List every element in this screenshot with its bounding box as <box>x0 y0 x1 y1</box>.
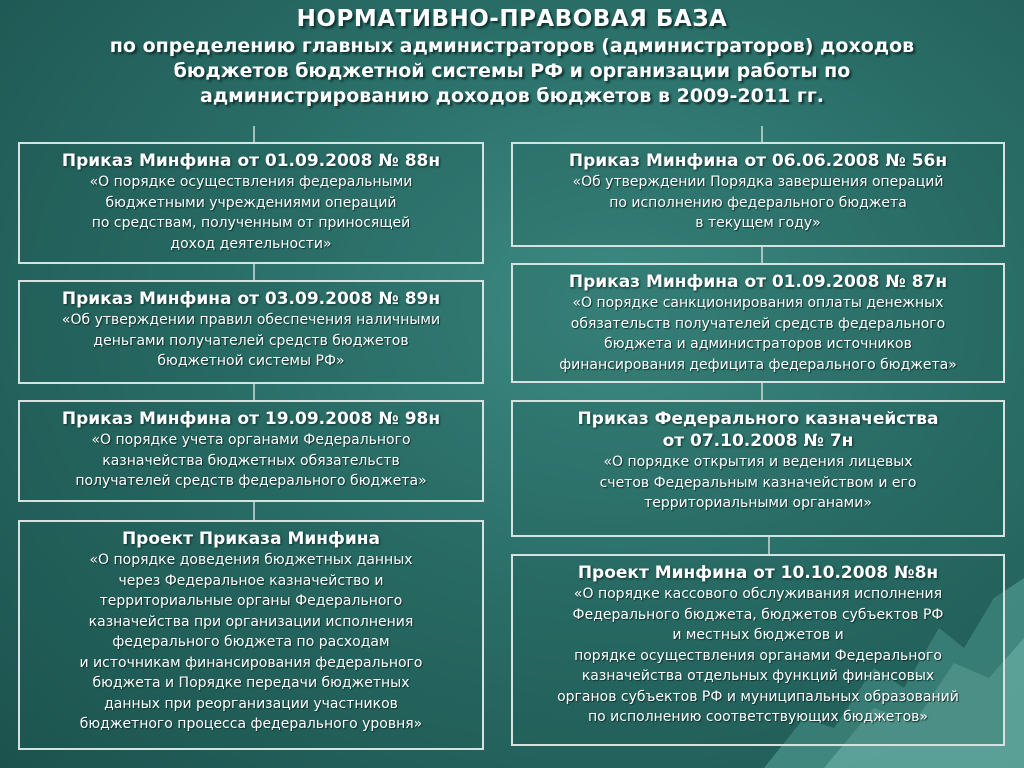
document-card-treasury-7n <box>511 400 1005 537</box>
document-title: Приказ Минфина от 01.09.2008 № 88н <box>61 151 441 171</box>
document-description: «О порядке кассового обслуживания исполнения Федерального бюджета, бюджетов субъектов РФ и местных бюджетов и порядке осуществления органами Федерального казначейства отдельных функций финансовых органов субъектов РФ и муниципальных образований по исполнению соответствующих бюджетов» <box>557 586 959 725</box>
document-card-56n <box>511 142 1005 247</box>
document-title: Проект Минфина от 10.10.2008 №8н <box>577 563 939 583</box>
document-card-draft-order <box>18 520 484 750</box>
connector-line <box>761 126 763 142</box>
document-title: Приказ Федерального казначейства от 07.10.2008 № 7н <box>577 409 939 451</box>
document-title: Проект Приказа Минфина <box>121 529 381 549</box>
document-description: «О порядке открытия и ведения лицевых счетов Федеральным казначейством и его территориальными органами» <box>599 454 917 511</box>
document-card-88n <box>18 142 484 264</box>
document-card-87n <box>511 263 1005 383</box>
connector-line <box>761 247 763 263</box>
document-card-8n <box>511 554 1005 746</box>
header <box>0 6 1024 109</box>
page-title: НОРМАТИВНО-ПРАВОВАЯ БАЗА <box>296 6 728 32</box>
page-subtitle: по определению главных администраторов (администраторов) доходов бюджетов бюджетной системы РФ и организации работы по администрированию доходов бюджетов в 2009-2011 гг. <box>109 35 915 107</box>
document-card-89n <box>18 280 484 384</box>
document-description: «О порядке доведения бюджетных данных через Федеральное казначейство и территориальные органы Федерального казначейства при организации исполнения федерального бюджета по расходам и источникам финансирования федерального бюджета и Порядке передачи бюджетных данных при реорганизации участников бюджетного процесса федерального уровня» <box>79 552 423 732</box>
document-card-98n <box>18 400 484 502</box>
document-title: Приказ Минфина от 03.09.2008 № 89н <box>61 289 441 309</box>
document-description: «О порядке осуществления федеральными бюджетными учреждениями операций по средствам, полученным от приносящей доход деятельности» <box>89 174 413 252</box>
connector-line <box>768 537 770 554</box>
document-description: «О порядке санкционирования оплаты денежных обязательств получателей средств федерального бюджета и администраторов источников финансирования дефицита федерального бюджета» <box>559 295 957 373</box>
document-description: «О порядке учета органами Федерального казначейства бюджетных обязательств получателей средств федерального бюджета» <box>75 432 427 489</box>
connector-line <box>253 502 255 520</box>
document-description: «Об утверждении правил обеспечения наличными деньгами получателей средств бюджетов бюджетной системы РФ» <box>61 312 441 369</box>
connector-line <box>253 264 255 280</box>
connector-line <box>761 383 763 400</box>
document-title: Приказ Минфина от 01.09.2008 № 87н <box>568 272 948 292</box>
document-title: Приказ Минфина от 19.09.2008 № 98н <box>61 409 441 429</box>
document-description: «Об утверждении Порядка завершения операций по исполнению федерального бюджета в текущем году» <box>572 174 944 231</box>
connector-line <box>253 126 255 142</box>
connector-line <box>253 384 255 400</box>
document-title: Приказ Минфина от 06.06.2008 № 56н <box>568 151 948 171</box>
